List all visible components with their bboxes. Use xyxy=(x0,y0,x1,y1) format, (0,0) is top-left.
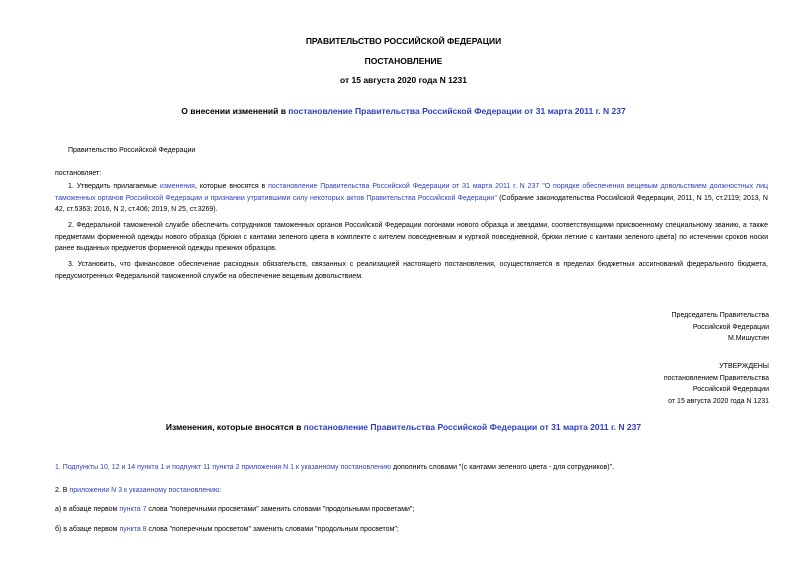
signature-block xyxy=(672,310,769,345)
changes-heading-link[interactable]: постановление Правительства Российской Федерации от 31 марта 2011 г. N 237 xyxy=(303,422,642,432)
change-item-2-prefix: 2. В xyxy=(55,487,70,494)
change-item-a-link[interactable]: пункта 7 xyxy=(119,506,147,513)
signature-name: М.Мишустин xyxy=(727,335,769,342)
change-item-a-prefix: а) в абзаце первом xyxy=(55,506,120,513)
clause-1-link-changes[interactable]: изменения xyxy=(159,183,195,190)
approval-block xyxy=(664,361,769,407)
approval-line-2: Российской Федерации xyxy=(692,386,769,393)
intro-decision: постановляет: xyxy=(55,170,102,177)
change-item-b-text: слова "поперечным просветом" заменить словами "продольным просветом"; xyxy=(146,526,399,533)
approval-line-3: от 15 августа 2020 года N 1231 xyxy=(668,397,769,405)
clause-3: 3. Установить, что финансовое обеспечение расходных обязательств, связанных с реализацией настоящего постановления, осуществляется в пределах бюджетных ассигнований федерального бюджета, предусмотренных Федеральной таможенной службе на обеспечение вещевым довольствием. xyxy=(55,261,768,280)
clause-2: 2. Федеральной таможенной службе обеспечить сотрудников таможенных органов Российской Федерации погонами нового образца и звездами, соответствующими присвоенному специальному званию, а также предметами форменной одежды нового образца (брюки с кантами зеленого цвета в комплекте с кителем повседневным и курткой повседневной, брюки летние с кантами зеленого цвета) по истечении сроков носки ранее выданных предметов форменной одежды прежних образцов. xyxy=(55,222,768,252)
change-item-b-prefix: б) в абзаце первом xyxy=(55,526,120,533)
change-item-2 xyxy=(55,485,221,497)
approval-line-1: постановлением Правительства xyxy=(663,374,769,382)
clause-1-end: (Собрание законодательства Российской Федерации, 2011, N 15, ст.2119; 2013, N 42, ст.5363; 2016, N 2, ст.406; 2019, N 25, ст.3269). xyxy=(55,194,768,213)
document-date-number: от 15 августа 2020 года N 1231 xyxy=(340,75,467,85)
subject-prefix: О внесении изменений в xyxy=(181,106,289,116)
intro-actor: Правительство Российской Федерации xyxy=(68,147,196,154)
change-item-1-text: дополнить словами "(с кантами зеленого цвета - для сотрудников)". xyxy=(391,464,615,471)
change-item-2-suffix: : xyxy=(219,487,222,494)
signature-position: Председатель Правительства xyxy=(671,312,769,319)
approval-title: УТВЕРЖДЕНЫ xyxy=(719,363,769,370)
change-item-1 xyxy=(55,462,614,474)
clause-1 xyxy=(55,181,768,216)
change-item-a xyxy=(55,504,414,516)
changes-heading xyxy=(0,422,807,433)
change-item-2-link[interactable]: приложении N 3 к указанному постановлению xyxy=(69,487,220,494)
clause-1-start: 1. Утвердить прилагаемые xyxy=(68,183,160,190)
change-item-b xyxy=(55,524,399,536)
change-item-1-link[interactable]: 1. Подпункты 10, 12 и 14 пункта 1 и подпункт 11 пункта 2 приложения N 1 к указанному постановлению xyxy=(55,464,392,471)
change-item-b-link[interactable]: пункта 8 xyxy=(119,526,147,533)
subject-link[interactable]: постановление Правительства Российской Федерации от 31 марта 2011 г. N 237 xyxy=(288,106,626,116)
government-title: ПРАВИТЕЛЬСТВО РОССИЙСКОЙ ФЕДЕРАЦИИ xyxy=(305,36,502,46)
clause-1-link-decree[interactable]: постановление Правительства Российской Федерации от 31 марта 2011 г. N 237 "О порядке обеспечения вещевым довольствием должностных лиц таможенных органов Российской Федерации и признании утратившими силу некоторых актов Правительства Российской Федерации" xyxy=(55,183,768,202)
document-subject xyxy=(0,106,807,117)
clause-1-middle: , которые вносятся в xyxy=(194,183,269,190)
change-item-a-text: слова "поперечными просветами" заменить словами "продольными просветами"; xyxy=(146,506,415,513)
signature-country: Российской Федерации xyxy=(692,323,769,331)
document-type: ПОСТАНОВЛЕНИЕ xyxy=(364,56,443,66)
changes-heading-prefix: Изменения, которые вносятся в xyxy=(165,422,304,432)
